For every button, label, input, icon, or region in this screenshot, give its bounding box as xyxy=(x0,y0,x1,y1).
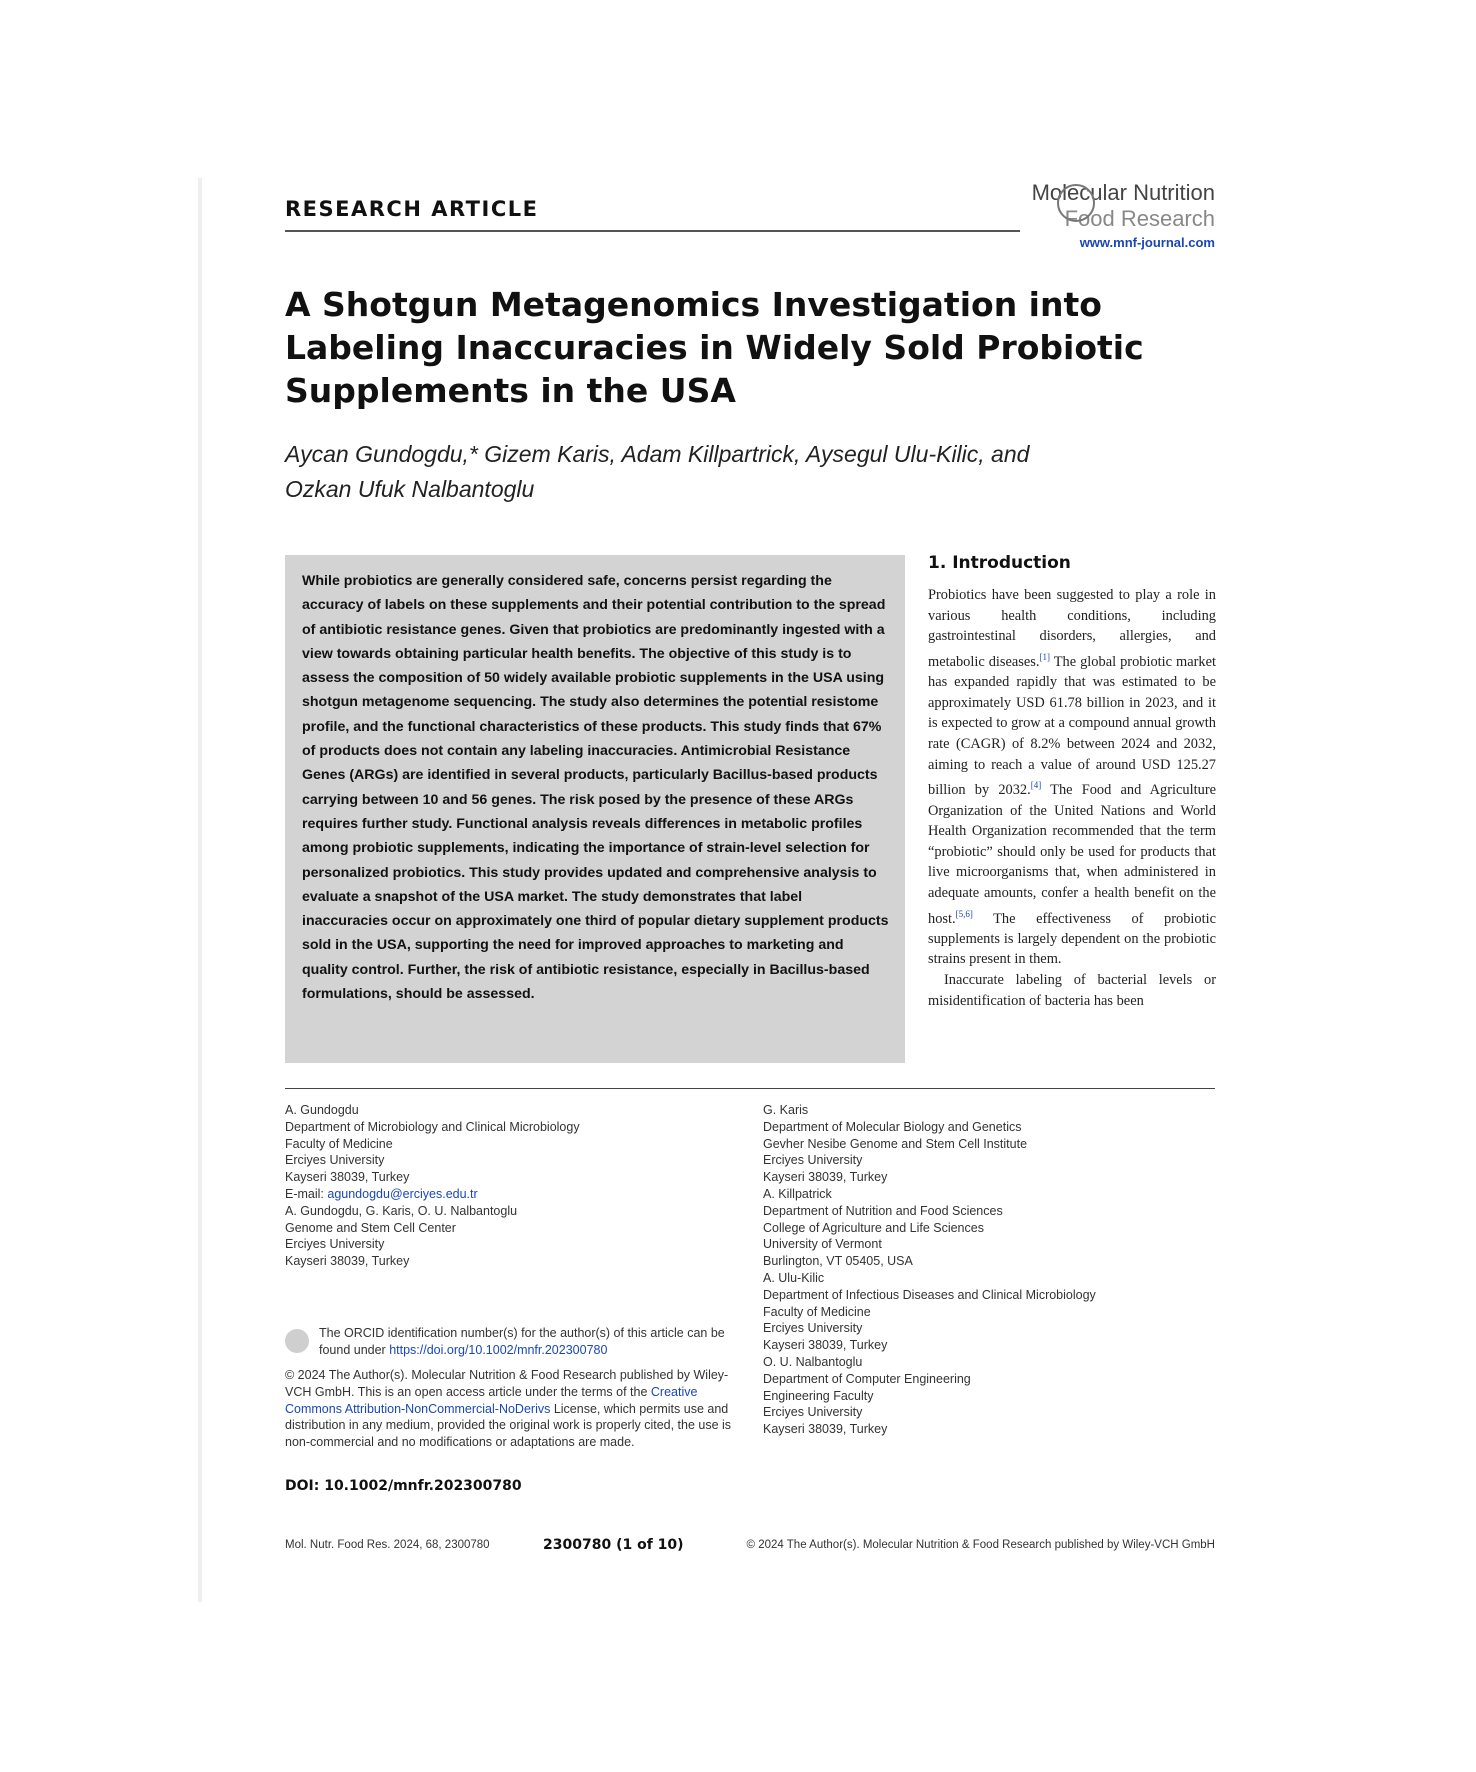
affiliation-line: A. Gundogdu xyxy=(285,1103,359,1117)
page-footer xyxy=(285,1537,1215,1557)
email-link[interactable]: agundogdu@erciyes.edu.tr xyxy=(327,1186,478,1201)
license-link[interactable]: Creative Commons Attribution-NonCommercial-NoDerivs xyxy=(285,1384,698,1416)
affiliation-line: Department of Microbiology and Clinical Microbiology xyxy=(285,1119,580,1134)
reference-link[interactable]: [5,6] xyxy=(955,908,973,919)
affiliation-block xyxy=(763,1270,1223,1354)
introduction-heading: 1. Introduction xyxy=(928,553,1071,573)
page-edge xyxy=(198,178,202,1602)
affiliation-line: Department of Computer Engineering xyxy=(763,1371,971,1386)
affiliation-line: Erciyes University xyxy=(285,1153,385,1168)
intro-text-b: The global probiotic market has expanded rapidly that was estimated to be approximately USD 61.78 billion in 2023, and it is expected to grow at a compound annual growth rate (CAGR) of 8.2% between 2024 and 2032, aiming to reach a value of around USD 125.27 billion by 2032. xyxy=(928,653,1216,798)
affiliation-line: Erciyes University xyxy=(763,1153,863,1168)
orcid-link[interactable]: https://doi.org/10.1002/mnfr.202300780 xyxy=(389,1342,608,1357)
affiliation-block xyxy=(763,1354,1223,1438)
journal-name-line1: Molecular Nutrition xyxy=(1031,180,1215,205)
affiliation-line: University of Vermont xyxy=(763,1237,882,1252)
affiliation-line: Erciyes University xyxy=(763,1321,863,1336)
affiliation-line: G. Karis xyxy=(763,1103,809,1117)
affiliation-line: O. U. Nalbantoglu xyxy=(763,1354,863,1369)
article-type-label: RESEARCH ARTICLE xyxy=(285,197,539,221)
affiliation-line: College of Agriculture and Life Sciences xyxy=(763,1220,984,1235)
affiliation-line: Erciyes University xyxy=(285,1237,385,1252)
affiliation-line: Department of Nutrition and Food Sciences xyxy=(763,1203,1003,1218)
orcid-note xyxy=(285,1325,745,1359)
introduction-paragraph-2 xyxy=(928,970,1216,1011)
footer-page-number: 2300780 (1 of 10) xyxy=(543,1537,684,1553)
email-row xyxy=(285,1186,745,1203)
affiliation-block xyxy=(285,1102,745,1203)
email-label: E-mail: xyxy=(285,1186,328,1201)
orcid-text xyxy=(319,1325,745,1359)
intro-text-c: The Food and Agriculture Organization of the United Nations and World Health Organization recommended that the term “probiotic” should only be used for products that live microorganisms that, when administered in adequate amounts, confer a health benefit on the host. xyxy=(928,781,1216,927)
affiliation-line: Kayseri 38039, Turkey xyxy=(763,1422,888,1437)
footer-copyright: © 2024 The Author(s). Molecular Nutrition & Food Research published by Wiley-VCH GmbH xyxy=(746,1539,1215,1551)
journal-logo-icon xyxy=(1057,184,1095,222)
affiliation-block xyxy=(763,1186,1223,1270)
license-text-b: License, which permits use and distribution in any medium, provided the original work is properly cited, the use is non-commercial and no modifications or adaptations are made. xyxy=(285,1401,732,1450)
intro-text-a: Probiotics have been suggested to play a role in various health conditions, including gastrointestinal disorders, allergies, and metabolic diseases. xyxy=(928,587,1216,670)
affiliation-line: Faculty of Medicine xyxy=(285,1136,393,1151)
header xyxy=(285,180,1215,255)
journal-name-line2: Food Research xyxy=(1064,206,1215,232)
affiliation-line: Kayseri 38039, Turkey xyxy=(285,1254,410,1269)
intro-text-p2: Inaccurate labeling of bacterial levels or misidentification of bacteria has been xyxy=(928,972,1216,1009)
affiliation-line: Burlington, VT 05405, USA xyxy=(763,1254,913,1269)
affiliation-line: Kayseri 38039, Turkey xyxy=(285,1170,410,1185)
header-rule xyxy=(285,230,1020,232)
affiliation-line: Department of Molecular Biology and Genetics xyxy=(763,1119,1022,1134)
affiliation-line: A. Gundogdu, G. Karis, O. U. Nalbantoglu xyxy=(285,1203,518,1218)
article-title: A Shotgun Metagenomics Investigation into Labeling Inaccuracies in Widely Sold Probiotic Supplements in the USA xyxy=(285,285,1144,410)
footer-citation: Mol. Nutr. Food Res. 2024, 68, 2300780 xyxy=(285,1539,490,1551)
affiliations-left xyxy=(285,1102,745,1270)
affiliation-line: Department of Infectious Diseases and Clinical Microbiology xyxy=(763,1287,1096,1302)
orcid-text-body: The ORCID identification number(s) for the author(s) of this article can be found under xyxy=(319,1326,725,1357)
license-note xyxy=(285,1367,745,1451)
affiliation-line: Kayseri 38039, Turkey xyxy=(763,1170,888,1185)
affiliation-line: Gevher Nesibe Genome and Stem Cell Institute xyxy=(763,1136,1028,1151)
author-list: Aycan Gundogdu,* Gizem Karis, Adam Killpartrick, Aysegul Ulu-Kilic, and Ozkan Ufuk Nalbantoglu xyxy=(285,441,1030,502)
affiliation-block xyxy=(763,1102,1223,1186)
introduction-section xyxy=(928,553,1216,1011)
affiliation-line: Faculty of Medicine xyxy=(763,1304,871,1319)
affiliation-line: A. Killpatrick xyxy=(763,1186,832,1201)
journal-logo xyxy=(1032,180,1215,250)
affiliation-line: A. Ulu-Kilic xyxy=(763,1270,825,1285)
affiliation-line: Erciyes University xyxy=(763,1405,863,1420)
doi-line: DOI: 10.1002/mnfr.202300780 xyxy=(285,1478,522,1494)
intro-text-d: The effectiveness of probiotic supplements is largely dependent on the probiotic strains present in them. xyxy=(928,910,1216,968)
orcid-icon xyxy=(285,1329,309,1353)
reference-link[interactable]: [1] xyxy=(1039,651,1050,662)
affiliation-block xyxy=(285,1203,745,1270)
affiliations-rule xyxy=(285,1088,1215,1089)
reference-link[interactable]: [4] xyxy=(1030,780,1042,791)
introduction-paragraph-1 xyxy=(928,585,1216,970)
affiliations-right xyxy=(763,1102,1223,1438)
affiliation-line: Engineering Faculty xyxy=(763,1388,874,1403)
abstract-text: While probiotics are generally considered safe, concerns persist regarding the accuracy of labels on these supplements and their potential contribution to the spread of antibiotic resistance genes. Given that probiotics are predominantly ingested with a view towards obtaining particular health benefits. The objective of this study is to assess the composition of 50 widely available probiotic supplements in the USA using shotgun metagenome sequencing. The study also determines the potential resistome profile, and the functional characteristics of these products. This study finds that 67% of products does not contain any labeling inaccuracies. Antimicrobial Resistance Genes (ARGs) are identified in several products, particularly Bacillus-based products carrying between 10 and 56 genes. The risk posed by the presence of these ARGs requires further study. Functional analysis reveals differences in metabolic profiles among probiotic supplements, indicating the importance of strain-level selection for personalized probiotics. This study provides updated and comprehensive analysis to evaluate a snapshot of the USA market. The study demonstrates that label inaccuracies occur on approximately one third of popular dietary supplement products sold in the USA, supporting the need for improved approaches to marketing and quality control. Further, the risk of antibiotic resistance, especially in Bacillus-based formulations, should be assessed. xyxy=(302,573,889,1003)
affiliation-line: Kayseri 38039, Turkey xyxy=(763,1338,888,1353)
license-text-a: © 2024 The Author(s). Molecular Nutrition & Food Research published by Wiley-VCH GmbH. This is an open access article under the terms of the xyxy=(285,1368,729,1399)
abstract-box xyxy=(285,555,905,1063)
affiliation-line: Genome and Stem Cell Center xyxy=(285,1220,456,1235)
journal-url-link[interactable]: www.mnf-journal.com xyxy=(1079,234,1215,250)
